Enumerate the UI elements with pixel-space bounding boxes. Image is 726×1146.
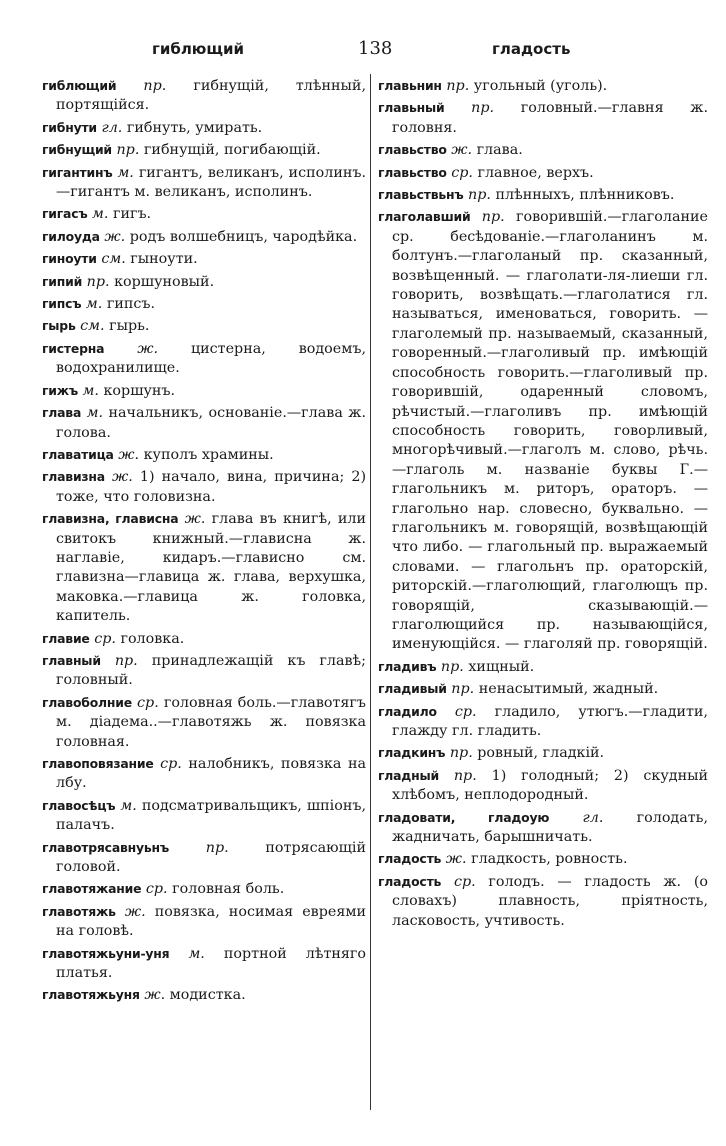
entry-definition: плѣнныхъ, плѣнниковъ. [495, 187, 675, 204]
entry-headword: главьнин [378, 78, 442, 93]
entry-definition: подсматривальщикъ, шпіонъ, палачъ. [56, 797, 367, 834]
entry-definition: гырь. [109, 318, 150, 335]
entry-headword: гырь [42, 318, 76, 334]
entry-grammar: пр. [143, 78, 167, 94]
entry-headword: гижъ [42, 382, 78, 398]
entry-grammar: ж. [144, 987, 166, 1004]
entry-grammar: пр. [446, 78, 470, 94]
entry-headword: главьство [378, 142, 447, 158]
entry-headword: главоповязание [42, 756, 154, 771]
dictionary-entry [42, 403, 366, 443]
dictionary-entry [42, 316, 366, 336]
entry-headword: глаголавший [378, 209, 471, 225]
entry-grammar: пр. [440, 658, 464, 675]
dictionary-entry [378, 207, 708, 654]
dictionary-entry [378, 766, 708, 806]
dictionary-entry [42, 294, 366, 314]
entry-grammar: ср. [137, 694, 159, 711]
entry-headword: гиноути [42, 251, 97, 267]
entry-definition: 1) голодный; 2) скудный хлѣбомъ, неплодородный. [392, 767, 709, 804]
entry-definition: главное, верхъ. [477, 164, 594, 181]
entry-definition: модистка. [169, 987, 246, 1004]
entry-headword: гладовати, гладоую [378, 809, 550, 825]
entry-definition: налобникъ, повязка на лбу. [56, 756, 367, 792]
entry-headword: главьство [378, 164, 447, 180]
dictionary-entry [42, 227, 366, 247]
entry-definition: гыноути. [130, 251, 198, 268]
entry-grammar: ср. [451, 164, 473, 181]
dictionary-entry [42, 754, 366, 794]
entry-definition: гладкость, ровность. [471, 851, 628, 868]
entry-grammar: пр. [449, 745, 473, 762]
entry-grammar: м. [188, 945, 205, 962]
entry-grammar: ж. [124, 903, 146, 920]
column-divider [370, 74, 371, 1110]
entry-headword: главотяжь [42, 903, 116, 919]
entry-definition: куполъ храмины. [143, 446, 274, 463]
entry-definition: хищный. [468, 658, 535, 675]
entry-definition: глава въ книгѣ, или свитокъ книжный.—глависна ж. наглавіе, кидаръ.—глависно см. главизна—главица ж. глава, верхушка, маковка.—главица ж. головка, капитель. [56, 511, 366, 625]
entry-headword: главие [42, 630, 90, 646]
entry-definition: головная боль. [172, 881, 285, 898]
entry-grammar: гл. [582, 809, 604, 826]
entry-definition: портной лѣтняго платья. [56, 945, 367, 982]
entry-definition: коршуновый. [114, 273, 215, 290]
entry-grammar: ж. [137, 340, 159, 357]
dictionary-entry [378, 98, 708, 138]
dictionary-entry [378, 185, 708, 205]
dictionary-entry [42, 140, 366, 160]
entry-headword: главосѣцъ [42, 797, 116, 813]
entry-definition: гибнуть, умирать. [126, 119, 263, 136]
entry-grammar: ср. [145, 881, 168, 898]
entry-headword: гиблющий [42, 78, 117, 93]
dictionary-entry [378, 679, 708, 699]
entry-grammar: м. [85, 296, 103, 313]
entry-definition: головная боль.—главотягъ м. діадема..—главотяжь ж. повязка головная. [56, 694, 366, 750]
entry-headword: гигантинъ [42, 164, 113, 180]
entry-definition: ровный, гладкій. [477, 745, 605, 762]
entry-headword: главоболние [42, 694, 132, 710]
dictionary-entry [42, 879, 366, 899]
page-number: 138 [358, 38, 393, 59]
dictionary-entry [42, 651, 366, 691]
dictionary-entry [42, 118, 366, 138]
entry-grammar: пр. [453, 767, 477, 784]
dictionary-entry [378, 140, 708, 160]
entry-definition: гигъ. [112, 206, 152, 223]
entry-definition: принадлежащій къ главѣ; головный. [56, 652, 366, 689]
dictionary-entry [42, 693, 366, 752]
entry-grammar: см. [80, 318, 105, 335]
entry-headword: главный [42, 652, 101, 668]
entry-headword: гладивый [378, 681, 447, 697]
entry-headword: гистерна [42, 340, 105, 356]
entry-grammar: м. [82, 382, 99, 399]
entry-grammar: ж. [104, 228, 126, 245]
dictionary-entry [42, 249, 366, 269]
dictionary-entry [42, 902, 366, 942]
dictionary-entry [42, 509, 366, 626]
dictionary-entry [42, 445, 366, 465]
entry-grammar: ср. [453, 873, 476, 890]
entry-grammar: м. [117, 164, 134, 181]
entry-headword: главатица [42, 446, 114, 462]
entry-headword: главотяжание [42, 881, 142, 897]
dictionary-entry [378, 657, 708, 677]
entry-definition: гипсъ. [106, 296, 156, 313]
entry-definition: голодъ. — гладость ж. (о словахъ) плавность, пріятность, ласковость, учтивость. [392, 873, 709, 929]
dictionary-entry [42, 204, 366, 224]
entry-grammar: см. [101, 251, 126, 268]
entry-grammar: гл. [101, 119, 123, 136]
entry-grammar: пр. [114, 652, 138, 669]
entry-definition: родъ волшебницъ, чародѣйка. [129, 228, 358, 245]
entry-headword: гилоуда [42, 228, 100, 244]
dictionary-entry [42, 629, 366, 649]
entry-grammar: м. [120, 797, 137, 814]
entry-grammar: м. [86, 405, 103, 422]
entry-grammar: ж. [184, 511, 206, 528]
entry-grammar: пр. [451, 681, 475, 698]
entry-headword: главотяжьуни-уня [42, 945, 170, 961]
entry-definition: головный.—главня ж. головня. [392, 100, 708, 136]
entry-headword: гладный [378, 767, 439, 783]
entry-definition: гигантъ, великанъ, исполинъ.—гигантъ м. великанъ, исполинъ. [56, 164, 367, 201]
dictionary-entry [42, 467, 366, 507]
entry-headword: гибнущий [42, 142, 112, 158]
entry-grammar: пр. [481, 209, 505, 226]
entry-headword: гладило [378, 703, 437, 719]
entry-grammar: ср. [454, 703, 477, 720]
dictionary-entry [42, 272, 366, 292]
dictionary-entry [42, 944, 366, 984]
dictionary-entry [378, 743, 708, 763]
entry-grammar: ср. [160, 756, 182, 772]
dictionary-entry [42, 381, 366, 401]
entry-grammar: пр. [471, 100, 495, 117]
entry-definition: говорившій.—глаголание ср. бесѣдованіе.—глаголанинъ м. болтунъ.—глаголаный пр. сказанный, возвѣщенный. — глаголати-ля-лиеши гл. говорить, возвѣщать.—глаголатися гл. называться, именоваться, говорить. — глаголемый пр. называемый, сказанный, говоренный.—глаголивый пр. имѣющій способность говорить.—глаголивый пр. говорившій, одаренный словомъ, рѣчистый.—глаголивъ пр. имѣющій способность говорить, говорливый, многорѣчивый.—глаголъ м. слово, рѣчь. —глаголь м. названіе буквы Г.—глагольникъ м. риторъ, ораторъ. — глагольно нар. словесно, буквально. — глагольникъ м. говорящій, возвѣщающій что либо. — глагольный пр. выражаемый словами. — глагольнъ пр. ораторскій, риторскій.—глаголющий, глаголющъ пр. говорящій, сказывающій.— глаголющийся пр. называющійся, именующійся. — глаголяй пр. говорящій. [392, 209, 709, 653]
entry-headword: глава [42, 405, 82, 421]
dictionary-entry [42, 339, 366, 379]
entry-definition: 1) начало, вина, причина; 2) тоже, что головизна. [56, 469, 367, 505]
entry-grammar: ж. [118, 446, 140, 463]
page-header [0, 34, 726, 64]
entry-definition: голодать, жадничать, барышничать. [392, 809, 708, 846]
entry-definition: повязка, носимая евреями на головѣ. [56, 903, 367, 940]
entry-headword: гладость [378, 851, 442, 867]
entry-headword: гладкинъ [378, 745, 446, 761]
dictionary-entry [42, 796, 366, 836]
dictionary-entry [378, 849, 708, 869]
dictionary-entry [42, 985, 366, 1005]
entry-grammar: ж. [451, 142, 473, 159]
dictionary-entry [378, 76, 708, 96]
entry-definition: коршунъ. [103, 382, 176, 399]
dictionary-entry [42, 76, 366, 116]
entry-definition: угольный (уголь). [473, 78, 608, 94]
running-head-left: гиблющий [152, 40, 244, 58]
entry-grammar: м. [92, 206, 109, 223]
entry-headword: главизна [42, 469, 105, 485]
entry-definition: потрясающій головой. [56, 839, 366, 876]
dictionary-entry [378, 163, 708, 183]
entry-definition: ненасытимый, жадный. [478, 681, 659, 698]
entry-grammar: пр. [86, 273, 110, 290]
left-column [42, 76, 366, 1008]
entry-headword: главотрясавнуьнъ [42, 839, 169, 855]
dictionary-entry [378, 808, 708, 848]
entry-definition: гибнущій, погибающій. [143, 142, 321, 159]
running-head-right: гладость [492, 40, 571, 58]
entry-definition: гладило, утюгъ.—гладити, глажду гл. гладить. [392, 703, 709, 739]
entry-grammar: ж. [112, 469, 133, 486]
entry-headword: гипий [42, 273, 83, 289]
entry-headword: гигасъ [42, 206, 88, 222]
entry-definition: головка. [120, 630, 185, 647]
entry-headword: главизна, глависна [42, 511, 179, 527]
right-column [378, 76, 708, 933]
entry-headword: гладость [378, 873, 442, 889]
entry-headword: главьствьнъ [378, 187, 464, 203]
entry-definition: цистерна, водоемъ, водохранилище. [56, 340, 367, 377]
entry-headword: гибнути [42, 119, 97, 135]
entry-headword: главьный [378, 100, 445, 116]
entry-headword: главотяжьуня [42, 987, 140, 1003]
entry-grammar: пр. [468, 187, 491, 204]
entry-grammar: пр. [205, 839, 229, 856]
entry-definition: начальникъ, основаніе.—глава ж. голова. [56, 405, 367, 441]
entry-headword: гладивъ [378, 658, 437, 674]
entry-definition: глава. [476, 142, 523, 159]
dictionary-entry [378, 702, 708, 742]
entry-headword: гипсъ [42, 296, 82, 312]
entry-definition: гибнущій, тлѣнный, портящійся. [56, 78, 367, 114]
entry-grammar: ж. [445, 851, 467, 868]
entry-grammar: ср. [94, 630, 116, 647]
dictionary-entry [42, 163, 366, 203]
entry-grammar: пр. [116, 142, 140, 159]
dictionary-entry [42, 838, 366, 878]
dictionary-entry [378, 872, 708, 931]
